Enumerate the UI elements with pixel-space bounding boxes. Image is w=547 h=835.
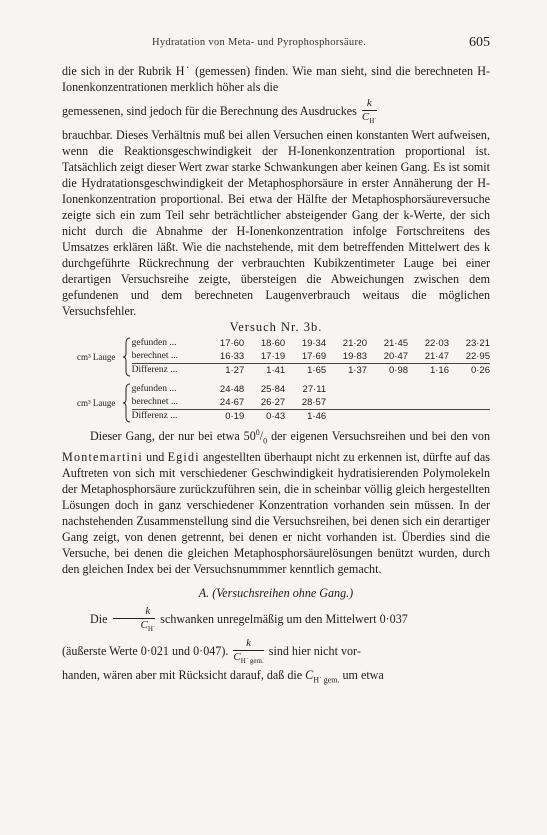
empty-cell	[408, 396, 449, 410]
paragraph-1	[62, 63, 490, 95]
paragraph-3-line-1: Die $\frac{k}{C_{H˙}}$ schwanken unregelmäßig um den Mittelwert 0·037	[90, 605, 408, 634]
results-table-body	[62, 337, 490, 423]
table-cell: 17·69	[301, 351, 327, 362]
table-cell: 17·19	[260, 351, 286, 362]
paragraph-1-formula-line	[62, 95, 490, 127]
table-cell: 18·60	[260, 338, 286, 349]
para1-line1: die sich in der Rubrik H˙ (gemessen) finden. Wie man sieht, sind die berechneten H-Ionenkonzentrationen merklich höher als die	[62, 64, 490, 94]
k-over-ch-gem-fraction: $\frac{k}{C_{H˙ gem.}}$	[233, 637, 264, 666]
page-number: 605	[469, 35, 490, 50]
table-cell: 28·57	[301, 397, 327, 408]
table-cell: 17·60	[219, 338, 245, 349]
fraction-denominator: $C_{H˙}$	[361, 110, 377, 125]
table-cell: 1·41	[244, 364, 285, 378]
row-label: Differenz ...	[132, 364, 204, 378]
table-cell: 23·21	[465, 338, 490, 349]
row-label: Differenz ...	[132, 410, 204, 424]
table-cell: 16·33	[219, 351, 245, 362]
empty-cell	[449, 383, 490, 396]
table-cell: 0·98	[367, 364, 408, 378]
group-brace	[123, 337, 131, 377]
section-heading: A. (Versuchsreihen ohne Gang.)	[198, 586, 354, 601]
empty-cell	[326, 410, 367, 424]
table-cell: 27·11	[302, 384, 327, 395]
paragraph-3-line-2: (äußerste Werte 0·021 und 0·047). $\frac{k}{C_{H˙ gem.}}$ sind hier nicht vor-	[62, 637, 361, 666]
running-title: Hydratation von Meta- und Pyrophosphorsäure.	[152, 37, 367, 48]
table-cell: 21·20	[342, 338, 368, 349]
para1-rest: brauchbar. Dieses Verhältnis muß bei allen Versuchen einen konstanten Wert aufweisen, wenn die Reaktionsgeschwindigkeit der H-Ionenkonzentration proportional ist. Tatsächlich zeigt dieser Wert zwar starke Schwankungen aber keinen Gang. Es ist somit die Hydratationsgeschwindigkeit der Metaphosphorsäure in erster Annäherung der H-Ionenkonzentration proportional. Bei etwa der Hälfte der Metaphosphorsäureversuche zeigte sich ein zum Teil sehr beträchtlicher absteigender Gang der k-Werte, der sich nicht durch die Abnahme der H-Ionenkonzentration infolge Fortschreitens des Umsatzes erklären läßt. Wie die nachstehende, mit dem betreffenden Mittelwert des k durchgeführte Rückrechnung der verbrauchten Kubikzentimeter Lauge bei einer derartigen Versuchsreihe zeigte, übersteigen die Abweichungen zwischen dem gefundenen und dem berechneten Laugenverbrauch weitaus die möglichen Versuchsfehler.	[62, 128, 490, 318]
table-row	[62, 383, 490, 396]
table-title: Versuch Nr. 3b.	[229, 320, 323, 334]
table-cell: 19·83	[342, 351, 368, 362]
row-label: berechnet ...	[131, 397, 179, 407]
table-cell: 21·47	[424, 351, 449, 362]
author-names-2: Egidi	[167, 450, 200, 465]
table-cell: 26·27	[260, 397, 286, 408]
table-cell: 1·46	[285, 410, 326, 424]
table-cell: 1·27	[203, 364, 244, 378]
page-header	[62, 37, 490, 55]
group-brace	[123, 383, 131, 423]
results-table	[62, 337, 490, 423]
empty-cell	[449, 396, 490, 410]
para1-line2: gemessenen, sind jedoch für die Berechnung des Ausdruckes	[62, 104, 357, 118]
paragraph-3-line-3: handen, wären aber mit Rücksicht darauf, daß die $C_{H˙ gem.}$ um etwa	[62, 668, 384, 685]
table-cell: 19·34	[301, 338, 327, 349]
paragraph-1-rest	[62, 127, 490, 319]
table-cell: 0·19	[203, 410, 244, 424]
author-names: Montemartini	[62, 450, 143, 465]
empty-cell	[367, 383, 408, 396]
table-cell: 22·95	[465, 351, 490, 362]
table-cell: 24·48	[219, 384, 245, 395]
group-label: cm³ Lauge	[76, 397, 116, 408]
table-cell: 22·03	[424, 338, 449, 349]
empty-cell	[408, 383, 449, 396]
paragraph-2: Dieser Gang, der nur bei etwa $50^0/_0$ der eigenen Versuchsreihen und bei den von Montemartini und Egidi angestellten überhaupt nicht zu erkennen ist, dürfte auf das Auftreten von sich mit verschiedener Geschwindigkeit hydratisierenden Polymolekeln der Metaphosphorsäure zurückzuführen sein, die in scheinbar völlig gleich hergestellten Lösungen doch in ganz verschiedener Konzentration vorhanden sein müssen. In der nachstehenden Zusammenstellung sind die Versuchsreihen, bei denen sich ein derartiger Gang zeigt, von denen getrennt, bei denen er nicht vorhanden ist. Überdies sind die Versuche, bei denen die gleichen Metaphosphorsäurelösungen benützt wurden, durch den gleichen Index bei der Versuchsnummmer kenntlich gemacht.	[62, 428, 490, 577]
table-cell: 0·26	[449, 364, 490, 378]
fraction-numerator: k	[362, 98, 377, 111]
empty-cell	[408, 410, 449, 424]
k-over-ch-fraction	[362, 98, 377, 127]
table-cell: 21·45	[383, 338, 409, 349]
group-label: cm³ Lauge	[76, 351, 116, 362]
empty-cell	[326, 396, 367, 410]
body-text	[62, 63, 490, 689]
empty-cell	[367, 396, 408, 410]
k-over-ch-fraction-2: $\frac{k}{C_{H˙}}$	[113, 606, 156, 635]
table-cell: 1·16	[408, 364, 449, 378]
empty-cell	[367, 410, 408, 424]
table-cell: 24·67	[219, 397, 245, 408]
empty-cell	[326, 383, 367, 396]
table-cell: 0·43	[244, 410, 285, 424]
row-label: gefunden ...	[131, 338, 177, 348]
table-cell: 20·47	[383, 351, 409, 362]
table-cell: 1·37	[326, 364, 367, 378]
table-row	[62, 337, 490, 350]
row-label: berechnet ...	[131, 351, 179, 361]
empty-cell	[449, 410, 490, 424]
row-label: gefunden ...	[131, 384, 177, 394]
table-cell: 1·65	[285, 364, 326, 378]
table-cell: 25·84	[260, 384, 286, 395]
